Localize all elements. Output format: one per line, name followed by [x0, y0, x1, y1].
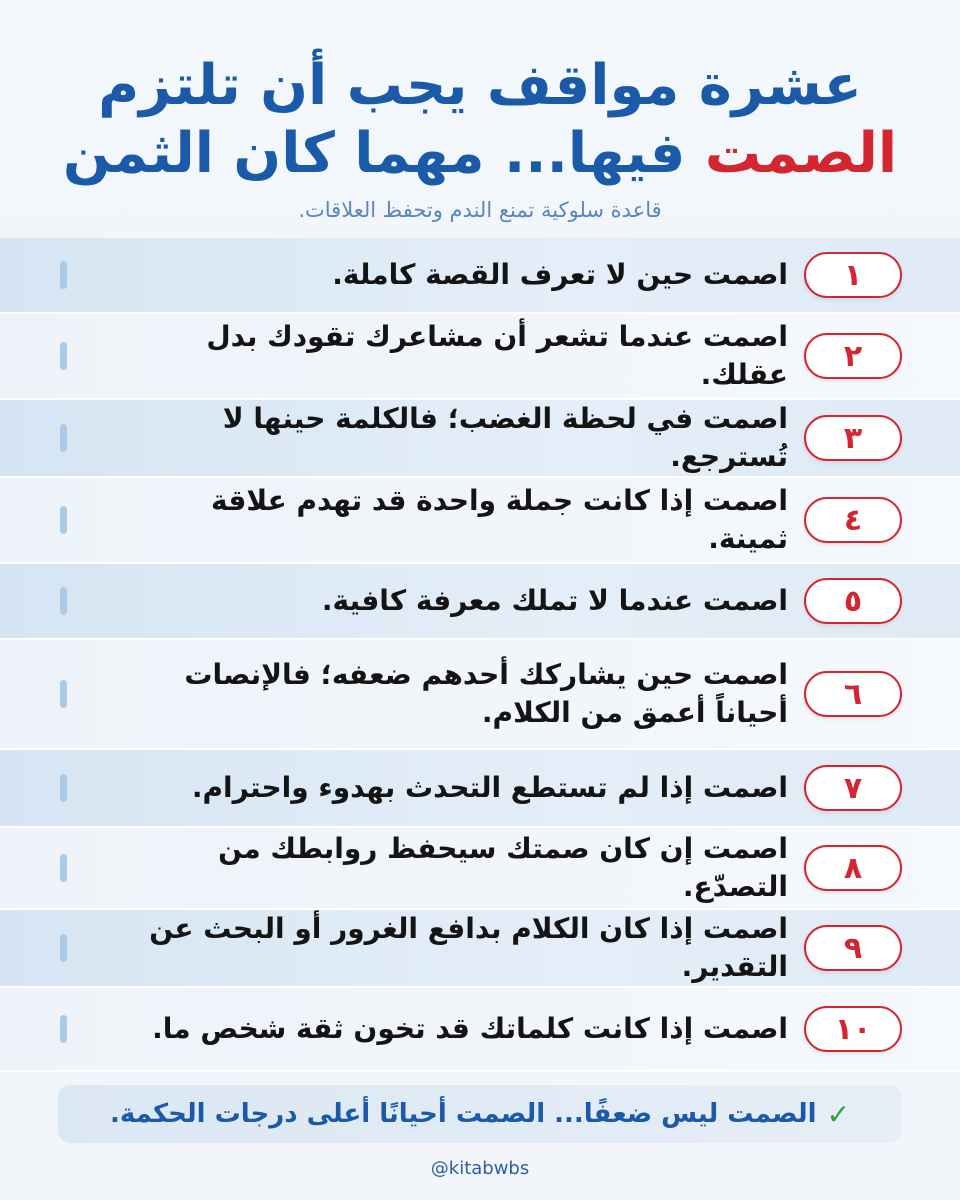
item-text: اصمت إذا كانت جملة واحدة قد تهدم علاقة ثمينة.: [211, 484, 788, 555]
page-title: [0, 52, 960, 189]
item-number-badge: ١٠: [804, 1006, 902, 1052]
item-number-badge: ٢: [804, 333, 902, 379]
list-item: [0, 910, 960, 988]
decorative-bar-icon: [60, 342, 67, 370]
item-number-badge: ٤: [804, 497, 902, 543]
decorative-bar-icon: [60, 424, 67, 452]
decorative-bar-icon: [60, 506, 67, 534]
footer-quote: الصمت ليس ضعفًا... الصمت أحيانًا أعلى درجات الحكمة.: [109, 1099, 817, 1129]
decorative-bar-icon: [60, 774, 67, 802]
item-number-badge: ٦: [804, 671, 902, 717]
item-number-badge: ١: [804, 252, 902, 298]
item-text: اصمت إذا كان الكلام بدافع الغرور أو البحث عن التقدير.: [149, 912, 788, 983]
item-text: اصمت إن كان صمتك سيحفظ روابطك من التصدّع.: [218, 832, 788, 903]
item-number-badge: ٥: [804, 578, 902, 624]
list-item: [0, 750, 960, 828]
title-line-1: عشرة مواقف يجب أن تلتزم: [98, 53, 862, 118]
item-text: اصمت عندما تشعر أن مشاعرك تقودك بدل عقلك.: [206, 320, 788, 391]
decorative-bar-icon: [60, 854, 67, 882]
check-icon: ✓: [826, 1097, 851, 1131]
title-highlight: الصمت: [704, 121, 898, 187]
list-item: [0, 478, 960, 564]
list-item: [0, 400, 960, 478]
item-number-badge: ٧: [804, 765, 902, 811]
list-item: [0, 988, 960, 1072]
decorative-bar-icon: [60, 261, 67, 289]
decorative-bar-icon: [60, 1015, 67, 1043]
title-line-2: فيها... مهما كان الثمن: [62, 121, 686, 187]
list-item: [0, 828, 960, 910]
item-number-badge: ٩: [804, 925, 902, 971]
author-handle: @kitabwbs: [430, 1158, 530, 1179]
item-text: اصمت حين لا تعرف القصة كاملة.: [332, 258, 788, 292]
subtitle: قاعدة سلوكية تمنع الندم وتحفظ العلاقات.: [298, 198, 662, 222]
list-item: [0, 564, 960, 640]
list-item: [0, 238, 960, 314]
item-text: اصمت عندما لا تملك معرفة كافية.: [321, 584, 788, 618]
decorative-bar-icon: [60, 680, 67, 708]
footer-quote-box: [58, 1085, 902, 1143]
list-item: [0, 314, 960, 400]
item-text: اصمت إذا كانت كلماتك قد تخون ثقة شخص ما.: [152, 1012, 788, 1046]
item-text: اصمت حين يشاركك أحدهم ضعفه؛ فالإنصات أحياناً أعمق من الكلام.: [184, 658, 788, 729]
item-number-badge: ٨: [804, 845, 902, 891]
item-text: اصمت إذا لم تستطع التحدث بهدوء واحترام.: [191, 771, 788, 805]
item-text: اصمت في لحظة الغضب؛ فالكلمة حينها لا تُسترجع.: [222, 402, 788, 473]
list-item: [0, 640, 960, 750]
item-number-badge: ٣: [804, 415, 902, 461]
decorative-bar-icon: [60, 934, 67, 962]
decorative-bar-icon: [60, 587, 67, 615]
